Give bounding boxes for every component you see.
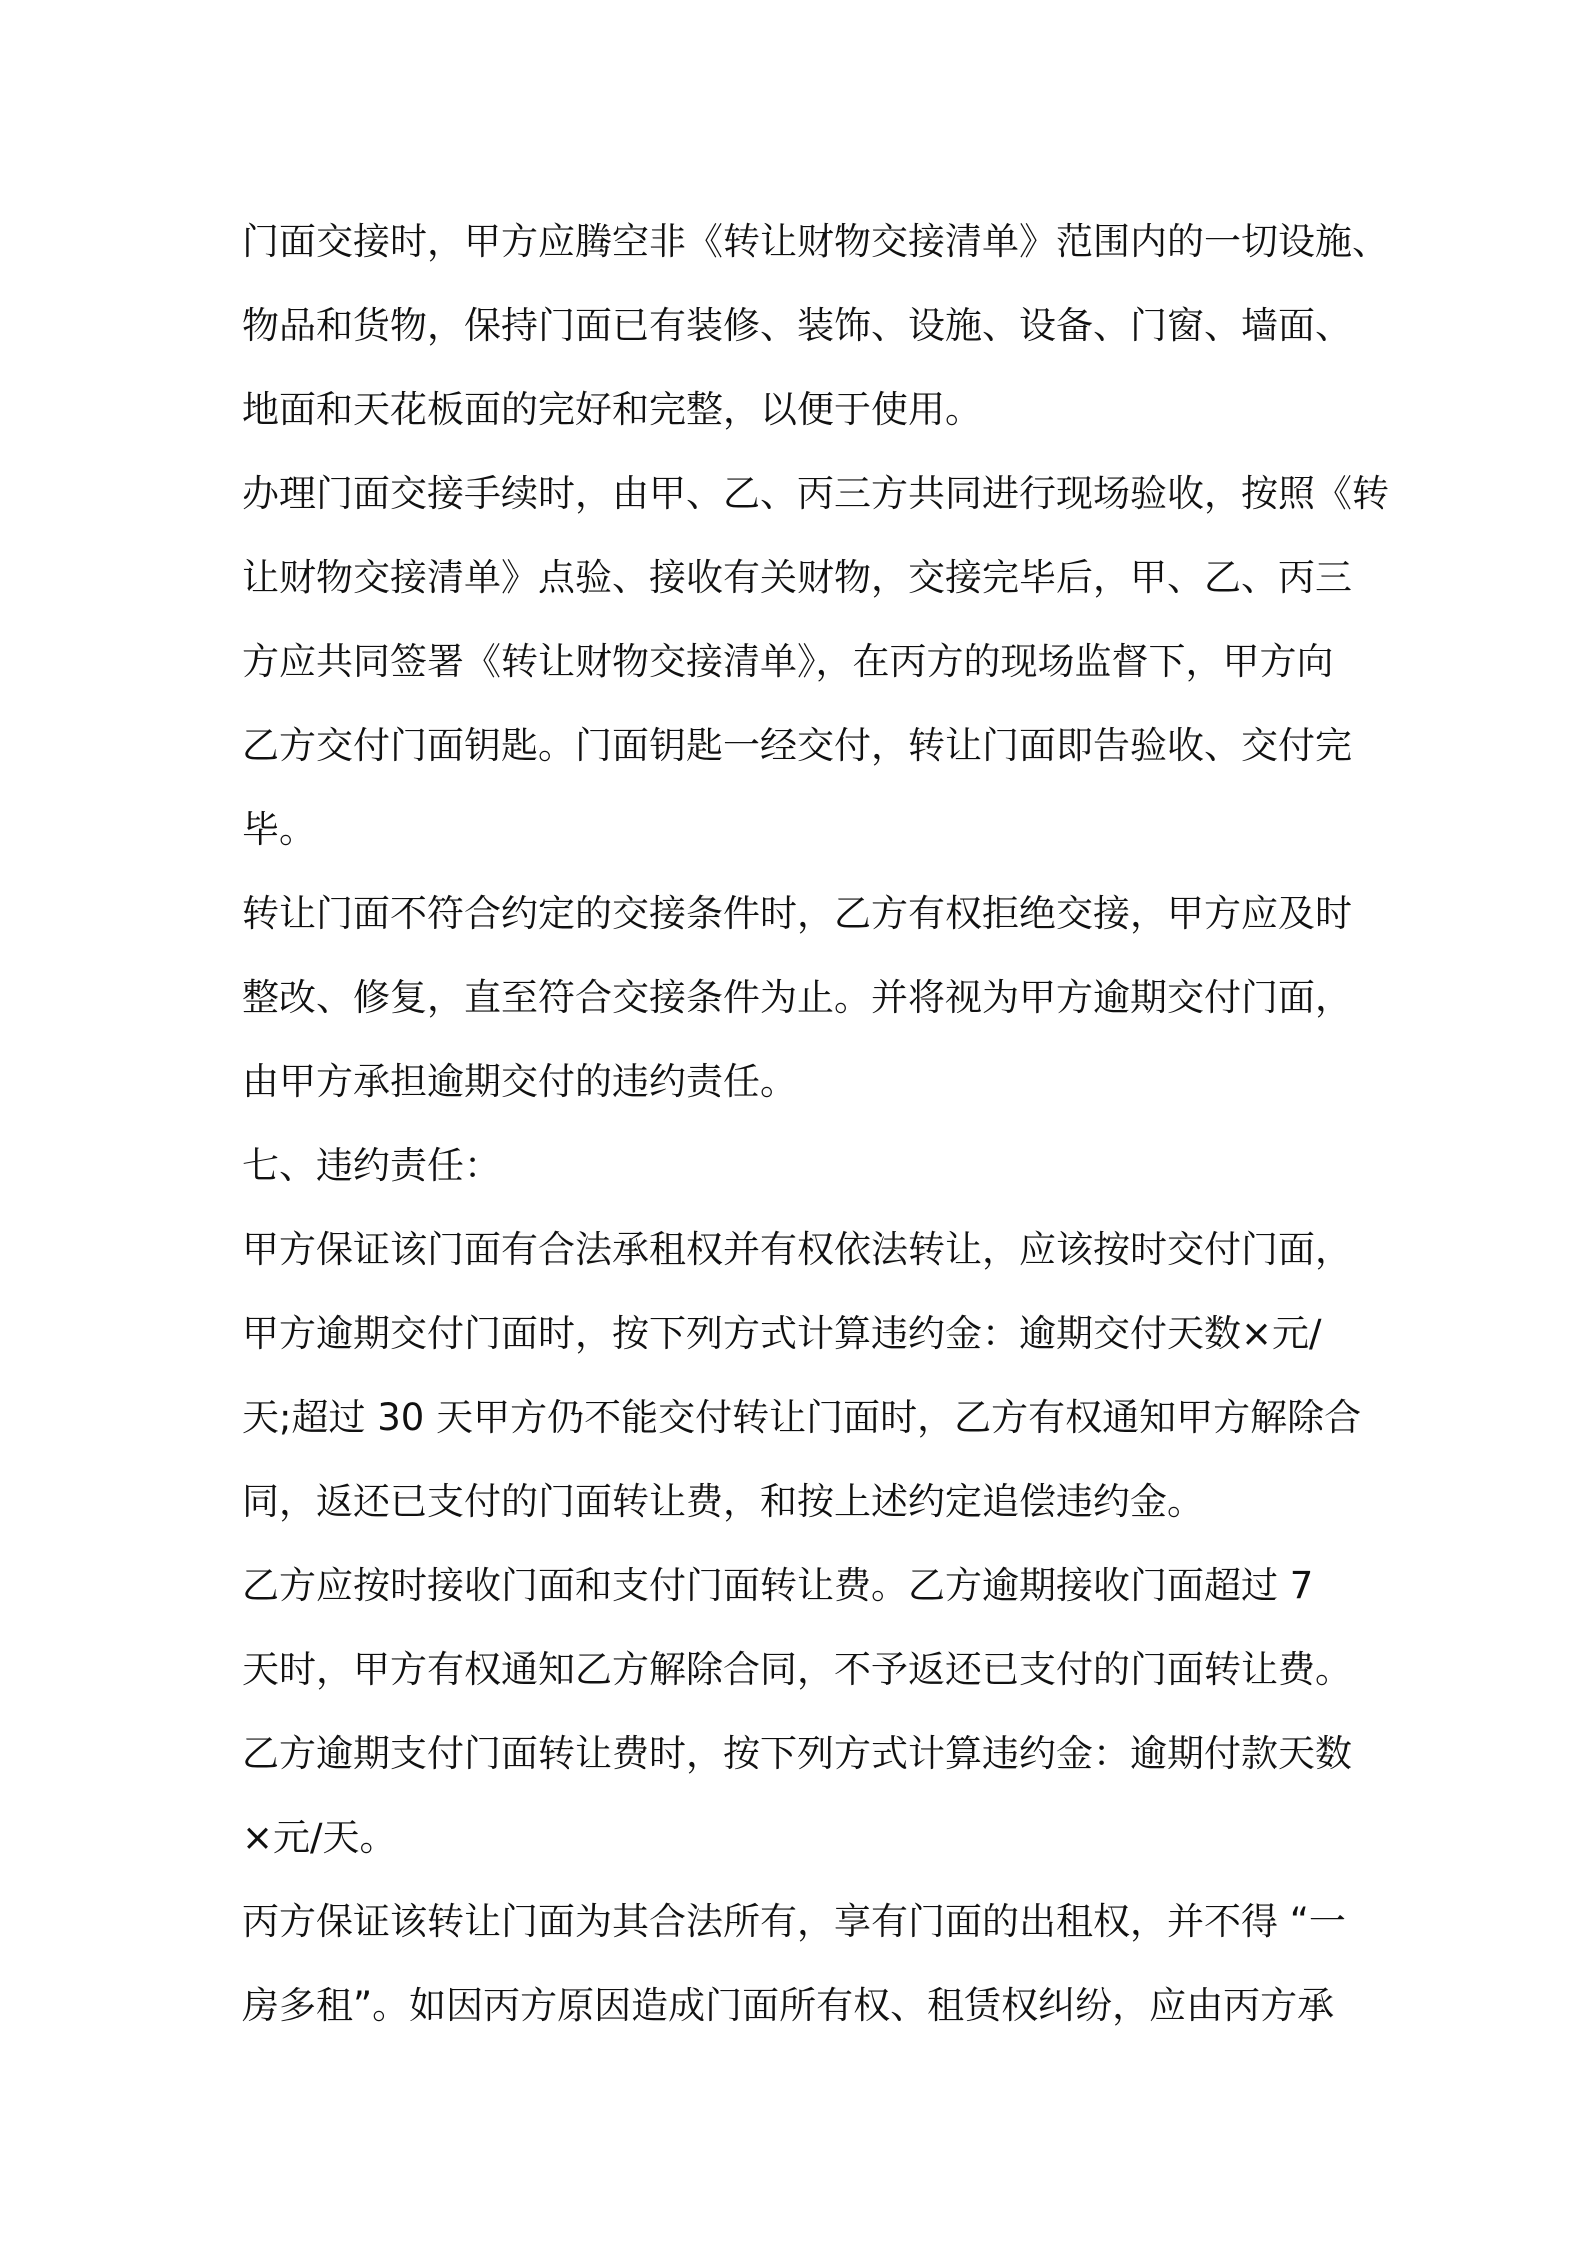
text-line: 让财物交接清单》点验、接收有关财物，交接完毕后，甲、乙、丙三: [242, 556, 1352, 599]
text-line: 同，返还已支付的门面转让费，和按上述约定追偿违约金。: [242, 1480, 1204, 1523]
text-line: 乙方应按时接收门面和支付门面转让费。乙方逾期接收门面超过 7: [242, 1564, 1314, 1607]
text-line: 房多租”。如因丙方原因造成门面所有权、租赁权纠纷，应由丙方承: [242, 1984, 1335, 2027]
text-line: ×元/天。: [242, 1816, 397, 1859]
text-line: 物品和货物，保持门面已有装修、装饰、设施、设备、门窗、墙面、: [242, 304, 1352, 347]
text-line: 整改、修复，直至符合交接条件为止。并将视为甲方逾期交付门面，: [242, 976, 1352, 1019]
text-line: 天;超过 30 天甲方仍不能交付转让门面时，乙方有权通知甲方解除合: [242, 1396, 1362, 1439]
text-line: 办理门面交接手续时，由甲、乙、丙三方共同进行现场验收，按照《转: [242, 472, 1389, 515]
text-line: 乙方交付门面钥匙。门面钥匙一经交付，转让门面即告验收、交付完: [242, 724, 1352, 767]
text-line: 毕。: [242, 808, 316, 851]
text-line: 方应共同签署《转让财物交接清单》，在丙方的现场监督下，甲方向: [242, 640, 1334, 683]
text-line: 甲方逾期交付门面时，按下列方式计算违约金：逾期交付天数×元/: [242, 1312, 1322, 1355]
text-line: 甲方保证该门面有合法承租权并有权依法转让，应该按时交付门面，: [242, 1228, 1352, 1271]
section-heading: 七、违约责任：: [242, 1144, 501, 1187]
text-line: 乙方逾期支付门面转让费时，按下列方式计算违约金：逾期付款天数: [242, 1732, 1352, 1775]
text-line: 地面和天花板面的完好和完整，以便于使用。: [242, 388, 982, 431]
text-line: 由甲方承担逾期交付的违约责任。: [242, 1060, 797, 1103]
text-line: 门面交接时，甲方应腾空非《转让财物交接清单》范围内的一切设施、: [242, 220, 1389, 263]
text-line: 丙方保证该转让门面为其合法所有，享有门面的出租权，并不得 “一: [242, 1900, 1346, 1943]
text-line: 转让门面不符合约定的交接条件时，乙方有权拒绝交接，甲方应及时: [242, 892, 1352, 935]
document-body: [242, 200, 1389, 2048]
text-line: 天时，甲方有权通知乙方解除合同，不予返还已支付的门面转让费。: [242, 1648, 1352, 1691]
